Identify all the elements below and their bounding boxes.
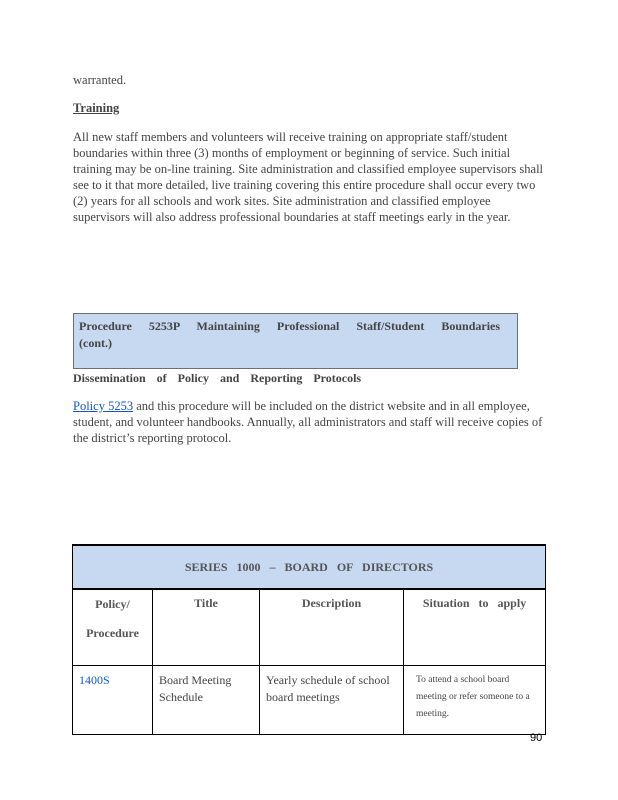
table-title: SERIES 1000 – BOARD OF DIRECTORS (73, 545, 546, 589)
header-procedure: Procedure (86, 626, 139, 640)
training-paragraph: All new staff members and volunteers will receive training on appropriate staff/student boundaries within three (3) months of employment or beginning of service. Such initial training may be on-line training. Site administration and classified employee supervisors shall see to it that more detailed, live training covering this entire procedure shall occur every two (2) years for all schools and work sites. Site administration and classified employee supervisors will also address professional boundaries at staff meetings early in the year. (73, 130, 544, 224)
training-heading: Training (73, 101, 120, 115)
policy-description: Yearly schedule of school board meetings (260, 666, 404, 735)
table-title-row (73, 545, 546, 589)
dissemination-heading: Dissemination of Policy and Reporting Protocols (73, 371, 362, 385)
procedure-title-box (73, 313, 518, 369)
header-title: Title (153, 589, 260, 666)
procedure-title-cont: (cont.) (79, 336, 112, 350)
table-row (73, 666, 546, 735)
series-table (72, 544, 546, 735)
policy-situation: To attend a school board meeting or refer someone to a meeting. (404, 666, 546, 735)
header-description: Description (260, 589, 404, 666)
table-header-row (73, 589, 546, 666)
policy-5253-link[interactable]: Policy 5253 (73, 399, 134, 413)
dissemination-text: and this procedure will be included on the district website and in all employee, student, and volunteer handbooks. Annually, all administrators and staff will receive copies of the district’s reporting protocol. (73, 399, 543, 445)
text-fragment: warranted. (73, 73, 127, 87)
dissemination-paragraph (73, 398, 545, 446)
policy-code: 1400S (73, 666, 153, 735)
policy-title: Board Meeting Schedule (153, 666, 260, 735)
header-policy-procedure (73, 589, 153, 666)
page-number: 90 (530, 732, 543, 744)
procedure-title-line: Procedure 5253P Maintaining Professional Staff/Student Boundaries (79, 319, 501, 333)
header-situation: Situation to apply (404, 589, 546, 666)
header-policy: Policy/ (95, 597, 130, 611)
